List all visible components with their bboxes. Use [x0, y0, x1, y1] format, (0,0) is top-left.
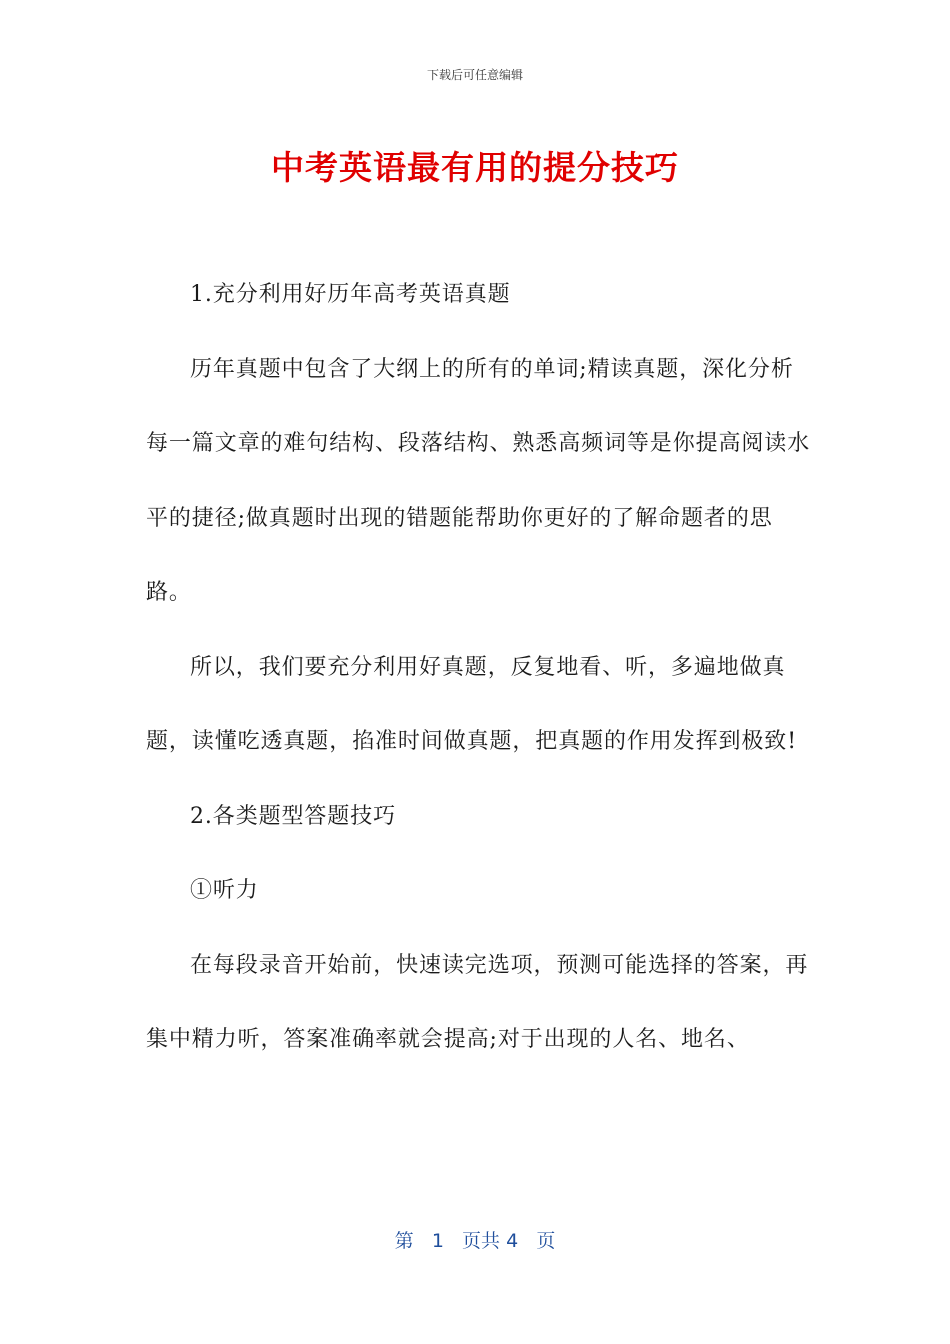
page-footer [0, 1226, 950, 1253]
footer-total-suffix: 页 [536, 1230, 556, 1252]
paragraph-subheading-listening: ①听力 [190, 878, 259, 903]
document-title: 中考英语最有用的提分技巧 [271, 148, 679, 187]
paragraph: 在每段录音开始前，快速读完选项，预测可能选择的答案，再集中精力听，答案准确率就会提高;对于出现的人名、地名、 [146, 952, 809, 1052]
header-note: 下载后可任意编辑 [426, 68, 523, 82]
document-body [146, 258, 811, 1078]
paragraph: 所以，我们要充分利用好真题，反复地看、听，多遍地做真题，读懂吃透真题，掐准时间做真题，把真题的作用发挥到极致! [146, 654, 797, 754]
paragraph-heading-1: 1.充分利用好历年高考英语真题 [190, 282, 511, 307]
footer-page-suffix: 页共 [462, 1230, 501, 1252]
paragraph-heading-2: 2.各类题型答题技巧 [190, 803, 396, 829]
paragraph: 历年真题中包含了大纲上的所有的单词;精读真题，深化分析每一篇文章的难句结构、段落结构、熟悉高频词等是你提高阅读水平的捷径;做真题时出现的错题能帮助你更好的了解命题者的思路。 [146, 356, 811, 605]
footer-page-number: 1 [431, 1230, 444, 1252]
footer-page-label: 第 [394, 1230, 414, 1252]
footer-total-pages: 4 [506, 1230, 519, 1252]
